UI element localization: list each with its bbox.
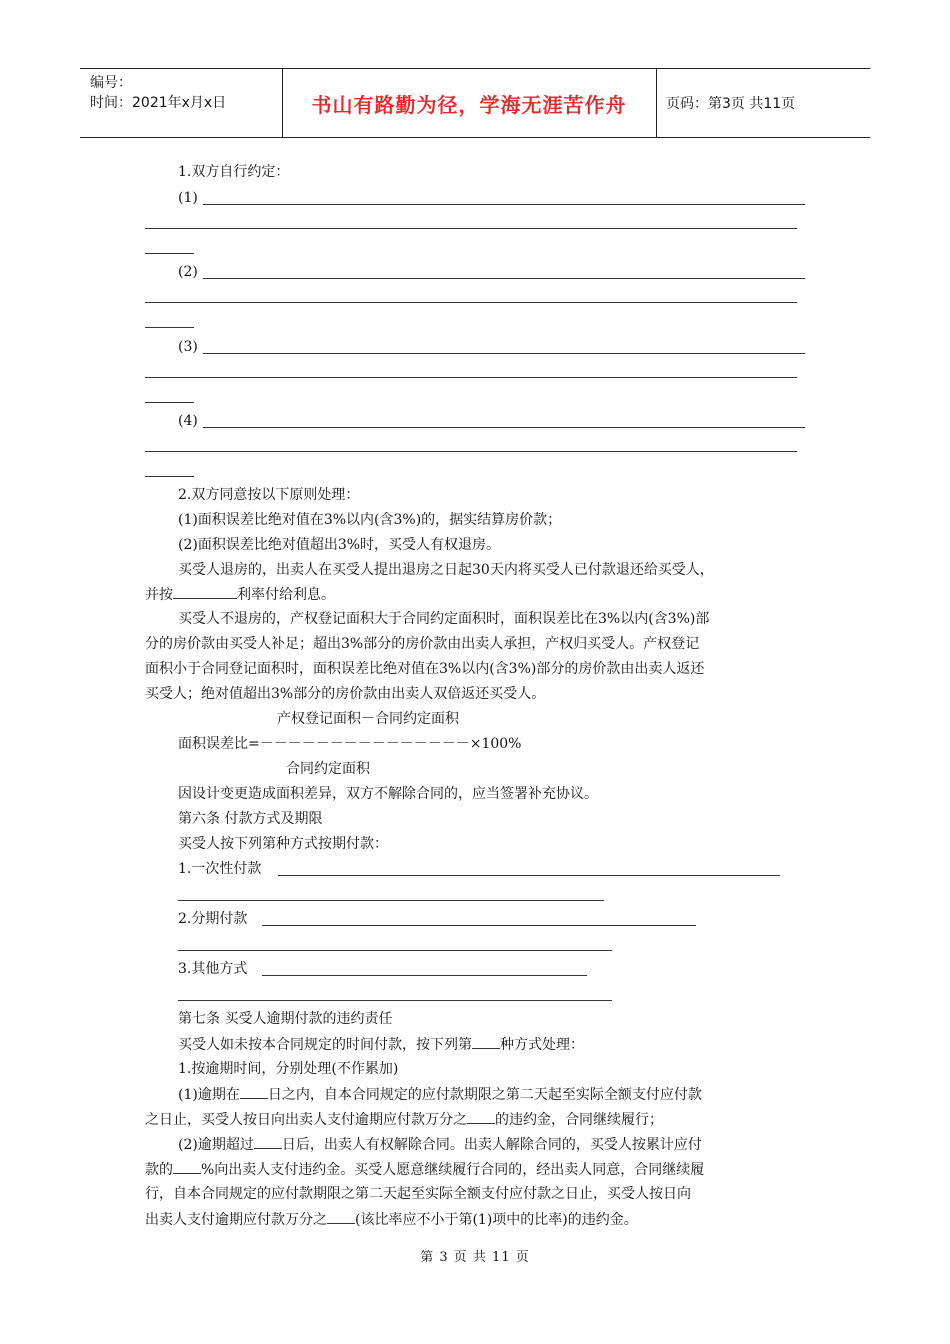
blank-field — [240, 1084, 268, 1099]
paragraph-text: 出卖人支付逾期应付款万分之 — [145, 1212, 327, 1228]
blank-field — [472, 1034, 500, 1049]
page-header — [80, 68, 870, 138]
fill-line — [178, 950, 612, 951]
fill-line — [145, 253, 194, 254]
article-title: 第七条 买受人逾期付款的违约责任 — [178, 1011, 393, 1027]
paragraph-text: 日后，出卖人有权解除合同。出卖人解除合同的，买受人按累计应付 — [281, 1137, 702, 1153]
fill-line — [203, 204, 805, 205]
header-meta — [90, 73, 226, 113]
fill-line — [145, 451, 797, 452]
paragraph-text: 之日止，买受人按日向出卖人支付逾期应付款万分之 — [145, 1112, 467, 1128]
article-title: 第六条 付款方式及期限 — [178, 811, 323, 827]
paragraph-line: 买受人；绝对值超出3%部分的房价款由出卖人双倍返还买受人。 — [145, 686, 546, 702]
agreement-item-label: (1) — [178, 190, 198, 206]
paragraph-line: 因设计变更造成面积差异，双方不解除合同的，应当签署补充协议。 — [178, 786, 598, 802]
paragraph-text: 利率付给利息。 — [237, 587, 335, 603]
header-page-info: 页码：第3页 共11页 — [666, 96, 796, 112]
fill-line — [262, 925, 696, 926]
fill-line — [262, 975, 587, 976]
paragraph-text: %向出卖人支付违约金。买受人愿意继续履行合同的，经出卖人同意，合同继续履 — [201, 1162, 705, 1178]
principle-item: (2)面积误差比绝对值超出3%时，买受人有权退房。 — [178, 537, 501, 553]
paragraph-text: 款的 — [145, 1162, 173, 1178]
blank-field — [173, 584, 237, 599]
paragraph-line — [145, 584, 335, 605]
paragraph-line — [178, 1134, 702, 1155]
fill-line — [145, 302, 797, 303]
fill-line — [145, 377, 797, 378]
agreement-item-label: (4) — [178, 413, 198, 429]
formula-denominator: 合同约定面积 — [286, 761, 370, 777]
paragraph-line: 面积小于合同登记面积时，面积误差比绝对值在3%以内(含3%)部分的房价款由出卖人返还 — [145, 661, 705, 677]
paragraph-line: 买受人退房的，出卖人在买受人提出退房之日起30天内将买受人已付款退还给买受人， — [178, 562, 714, 578]
paragraph-line: 行，自本合同规定的应付款期限之第二天起至实际全额支付应付款之日止，买受人按日向 — [145, 1186, 691, 1202]
paragraph-text: 种方式处理： — [500, 1037, 584, 1053]
fill-line — [278, 875, 780, 876]
formula-numerator: 产权登记面积－合同约定面积 — [277, 711, 459, 727]
paragraph-line — [178, 1084, 702, 1105]
paragraph-text: 的违约金，合同继续履行； — [495, 1112, 663, 1128]
paragraph-text: (该比率应不小于第(1)项中的比率)的违约金。 — [355, 1212, 638, 1228]
fill-line — [145, 402, 194, 403]
time-label: 时间：2021年x月x日 — [90, 95, 227, 111]
fill-line — [178, 900, 604, 901]
code-label: 编号： — [90, 75, 132, 91]
fill-line — [203, 353, 805, 354]
header-motto: 书山有路勤为径，学海无涯苦作舟 — [311, 92, 627, 117]
fill-line — [178, 1000, 612, 1001]
blank-field — [254, 1134, 282, 1149]
fill-line — [203, 278, 805, 279]
principle-item: (1)面积误差比绝对值在3%以内(含3%)的，据实结算房价款； — [178, 512, 562, 528]
payment-option: 2.分期付款 — [178, 911, 248, 927]
fill-line — [203, 427, 805, 428]
blank-field — [467, 1109, 495, 1124]
fill-line — [145, 327, 194, 328]
paragraph-text: (2)逾期超过 — [178, 1137, 254, 1153]
paragraph-line — [145, 1159, 704, 1180]
agreement-item-label: (3) — [178, 339, 198, 355]
payment-option: 3.其他方式 — [178, 961, 248, 977]
page-footer: 第 3 页 共 11 页 — [420, 1250, 530, 1265]
paragraph-line: 分的房价款由买受人补足；超出3%部分的房价款由出卖人承担，产权归买受人。产权登记 — [145, 636, 700, 652]
paragraph-line — [145, 1209, 638, 1230]
fill-line — [145, 228, 797, 229]
agreement-item-label: (2) — [178, 264, 198, 280]
paragraph-text: (1)逾期在 — [178, 1087, 240, 1103]
paragraph-line: 买受人不退房的，产权登记面积大于合同约定面积时，面积误差比在3%以内(含3%)部 — [178, 611, 710, 627]
blank-field — [327, 1209, 355, 1224]
paragraph-line: 买受人按下列第种方式按期付款： — [178, 836, 388, 852]
principle-title: 2.双方同意按以下原则处理： — [178, 487, 360, 503]
self-agreement-title: 1.双方自行约定： — [178, 164, 290, 180]
paragraph-line: 1.按逾期时间，分别处理(不作累加) — [178, 1061, 399, 1077]
payment-option: 1.一次性付款 — [178, 861, 262, 877]
fill-line — [145, 476, 194, 477]
paragraph-text: 买受人如未按本合同规定的时间付款，按下列第 — [178, 1037, 472, 1053]
paragraph-line — [178, 1034, 584, 1055]
paragraph-line — [145, 1109, 663, 1130]
paragraph-text: 并按 — [145, 587, 173, 603]
paragraph-text: 日之内，自本合同规定的应付款期限之第二天起至实际全额支付应付款 — [267, 1087, 702, 1103]
blank-field — [173, 1159, 201, 1174]
header-divider — [656, 69, 657, 137]
formula-line: 面积误差比=－－－－－－－－－－－－－－－×100% — [178, 736, 522, 752]
